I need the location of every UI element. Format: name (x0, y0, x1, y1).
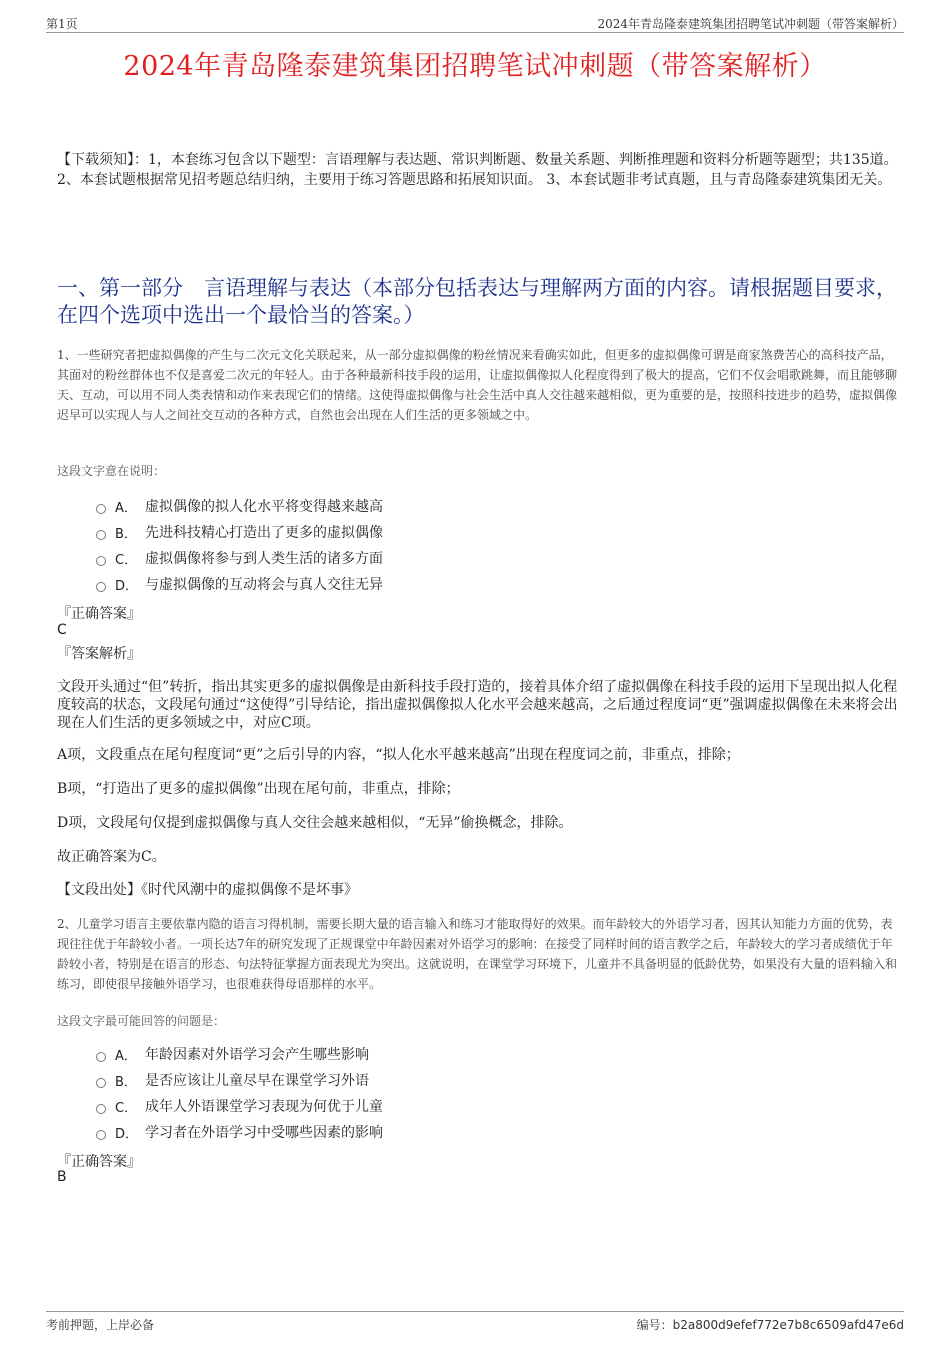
answer-label: 『正确答案』 (57, 606, 141, 622)
option-c[interactable] (96, 545, 856, 571)
option-letter: A． (115, 500, 137, 516)
radio-icon[interactable] (96, 504, 106, 514)
download-notice: 【下载须知】：1，本套练习包含以下题型：言语理解与表达题、常识判断题、数量关系题、判断推理题和资料分析题等题型；共135道。 2、本套试题根据常见招考题总结归纳，主要用于练习答题思路和拓展知识面。 3、本套试题非考试真题，且与青岛隆泰建筑集团无关。 (57, 152, 898, 188)
answer-label: 『正确答案』 (57, 1154, 141, 1170)
option-d[interactable] (96, 1119, 856, 1145)
option-text: 学习者在外语学习中受哪些因素的影响 (145, 1125, 383, 1141)
option-letter: C． (115, 552, 138, 568)
radio-icon[interactable] (96, 1104, 106, 1114)
option-text: 是否应该让儿童尽早在课堂学习外语 (145, 1073, 369, 1089)
radio-icon[interactable] (96, 530, 106, 540)
page-number: 第1页 (46, 17, 78, 31)
analysis-paragraph: 故正确答案为C。 (57, 849, 166, 865)
option-text: 与虚拟偶像的互动将会与真人交往无异 (145, 577, 383, 593)
footer-code-label: 编号： (636, 1318, 673, 1332)
analysis-paragraph: 文段开头通过“但”转折，指出其实更多的虚拟偶像是由新科技手段打造的，接着具体介绍了虚拟偶像在科技手段的运用下呈现出拟人化程度较高的状态，文段尾句通过“这使得”引导结论，指出虚拟偶像拟人化水平会越来越高，之后通过程度词“更”强调虚拟偶像在未来将会出现在人们生活的更多领域之中，对应C项。 (57, 679, 898, 731)
answer-value: C (57, 622, 67, 638)
analysis-paragraph: B项，“打造出了更多的虚拟偶像”出现在尾句前，非重点，排除； (57, 781, 460, 797)
radio-icon[interactable] (96, 556, 106, 566)
option-text: 虚拟偶像的拟人化水平将变得越来越高 (145, 499, 383, 515)
option-letter: B． (115, 1074, 137, 1090)
option-a[interactable] (96, 1041, 856, 1067)
radio-icon[interactable] (96, 1078, 106, 1088)
radio-icon[interactable] (96, 1130, 106, 1140)
option-letter: C． (115, 1100, 138, 1116)
source-citation: 【文段出处】《时代风潮中的虚拟偶像不是坏事》 (57, 882, 358, 898)
option-c[interactable] (96, 1093, 856, 1119)
option-b[interactable] (96, 1067, 856, 1093)
analysis-paragraph: A项，文段重点在尾句程度词“更”之后引导的内容，“拟人化水平越来越高”出现在程度词之前，非重点，排除； (57, 747, 740, 763)
footer-code-value: b2a800d9efef772e7b8c6509afd47e6d (672, 1318, 904, 1332)
option-text: 年龄因素对外语学习会产生哪些影响 (145, 1047, 369, 1063)
option-text: 先进科技精心打造出了更多的虚拟偶像 (145, 525, 383, 541)
question-1-options (96, 493, 856, 597)
question-2-options (96, 1041, 856, 1145)
question-2-prompt: 这段文字最可能回答的问题是： (57, 1014, 226, 1028)
section-heading: 一、第一部分 言语理解与表达（本部分包括表达与理解两方面的内容。请根据题目要求，在四个选项中选出一个最恰当的答案。） (57, 276, 897, 327)
option-letter: A． (115, 1048, 137, 1064)
footer-code (637, 1316, 904, 1333)
option-letter: D． (115, 1126, 139, 1142)
page-header (46, 14, 904, 33)
option-a[interactable] (96, 493, 856, 519)
analysis-paragraph: D项，文段尾句仅提到虚拟偶像与真人交往会越来越相似，“无异”偷换概念，排除。 (57, 815, 573, 831)
radio-icon[interactable] (96, 582, 106, 592)
question-1-text: 1、一些研究者把虚拟偶像的产生与二次元文化关联起来，从一部分虚拟偶像的粉丝情况来看确实如此，但更多的虚拟偶像可谓是商家煞费苦心的高科技产品，其面对的粉丝群体也不仅是喜爱二次元的年轻人。由于各种最新科技手段的运用，让虚拟偶像拟人化程度得到了极大的提高，它们不仅会唱歌跳舞，而且能够聊天、互动，可以用不同人类表情和动作来表现它们的情绪。这使得虚拟偶像与社会生活中真人交往越来越相似，更为重要的是，按照科技进步的趋势，虚拟偶像迟早可以实现人与人之间社交互动的各种方式，自然也会出现在人们生活的更多领域之中。 (57, 348, 898, 422)
header-doc-title: 2024年青岛隆泰建筑集团招聘笔试冲刺题（带答案解析） (597, 17, 904, 31)
option-d[interactable] (96, 571, 856, 597)
question-1-prompt: 这段文字意在说明： (57, 464, 166, 478)
option-text: 虚拟偶像将参与到人类生活的诸多方面 (145, 551, 383, 567)
option-text: 成年人外语课堂学习表现为何优于儿童 (145, 1099, 383, 1115)
radio-icon[interactable] (96, 1052, 106, 1062)
page-footer (46, 1311, 904, 1332)
answer-value: B (57, 1169, 67, 1185)
option-letter: D． (115, 578, 139, 594)
footer-slogan: 考前押题，上岸必备 (46, 1318, 155, 1332)
page-title: 2024年青岛隆泰建筑集团招聘笔试冲刺题（带答案解析） (123, 51, 827, 82)
option-letter: B． (115, 526, 137, 542)
question-2-text: 2、儿童学习语言主要依靠内隐的语言习得机制，需要长期大量的语言输入和练习才能取得好的效果。而年龄较大的外语学习者，因其认知能力方面的优势，表现往往优于年龄较小者。一项长达7年的研究发现了正规课堂中年龄因素对外语学习的影响：在接受了同样时间的语言教学之后，年龄较大的学习者成绩优于年龄较小者，特别是在语言的形态、句法特征掌握方面表现尤为突出。这就说明，在课堂学习环境下，儿童并不具备明显的低龄优势，如果没有大量的语料输入和练习，即使很早接触外语学习，也很难获得母语那样的水平。 (57, 917, 898, 991)
option-b[interactable] (96, 519, 856, 545)
analysis-label: 『答案解析』 (57, 646, 141, 662)
